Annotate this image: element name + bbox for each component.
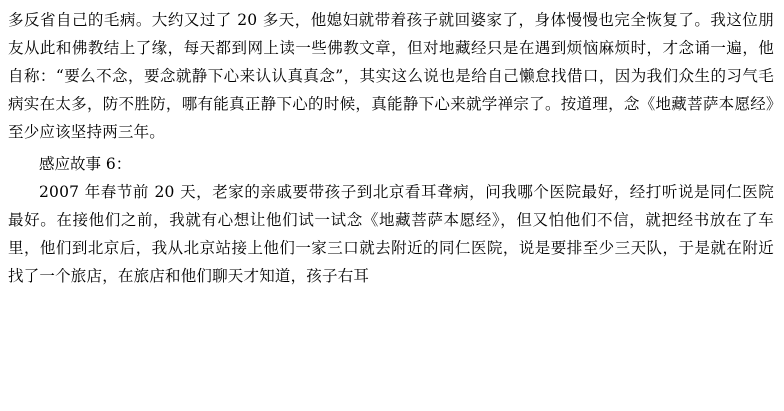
heading-story-6: 感应故事 6：	[39, 155, 132, 173]
paragraph-story-6: 2007 年春节前 20 天，老家的亲戚要带孩子到北京看耳聋病，问我哪个医院最好，经打听说是同仁医院最好。在接他们之前，我就有心想让他们试一试念《地藏菩萨本愿经》，但又怕他们不信，就把经书放在了车里，他们到北京后，我从北京站接上他们一家三口就去附近的同仁医院，说是要排至少三天队，于是就在附近找了一个旅店，在旅店和他们聊天才知道，孩子右耳	[8, 183, 774, 285]
paragraph-continued: 多反省自己的毛病。大约又过了 20 多天，他媳妇就带着孩子就回婆家了，身体慢慢也完全恢复了。我这位朋友从此和佛教结上了缘，每天都到网上读一些佛教文章，但对地藏经只是在遇到烦恼麻烦时，才念诵一遍，他自称：“要么不念，要念就静下心来认认真真念”，其实这么说也是给自己懒怠找借口，因为我们众生的习气毛病实在太多，防不胜防，哪有能真正静下心的时候，真能静下心来就学禅宗了。按道理，念《地藏菩萨本愿经》至少应该坚持两三年。	[8, 11, 774, 141]
